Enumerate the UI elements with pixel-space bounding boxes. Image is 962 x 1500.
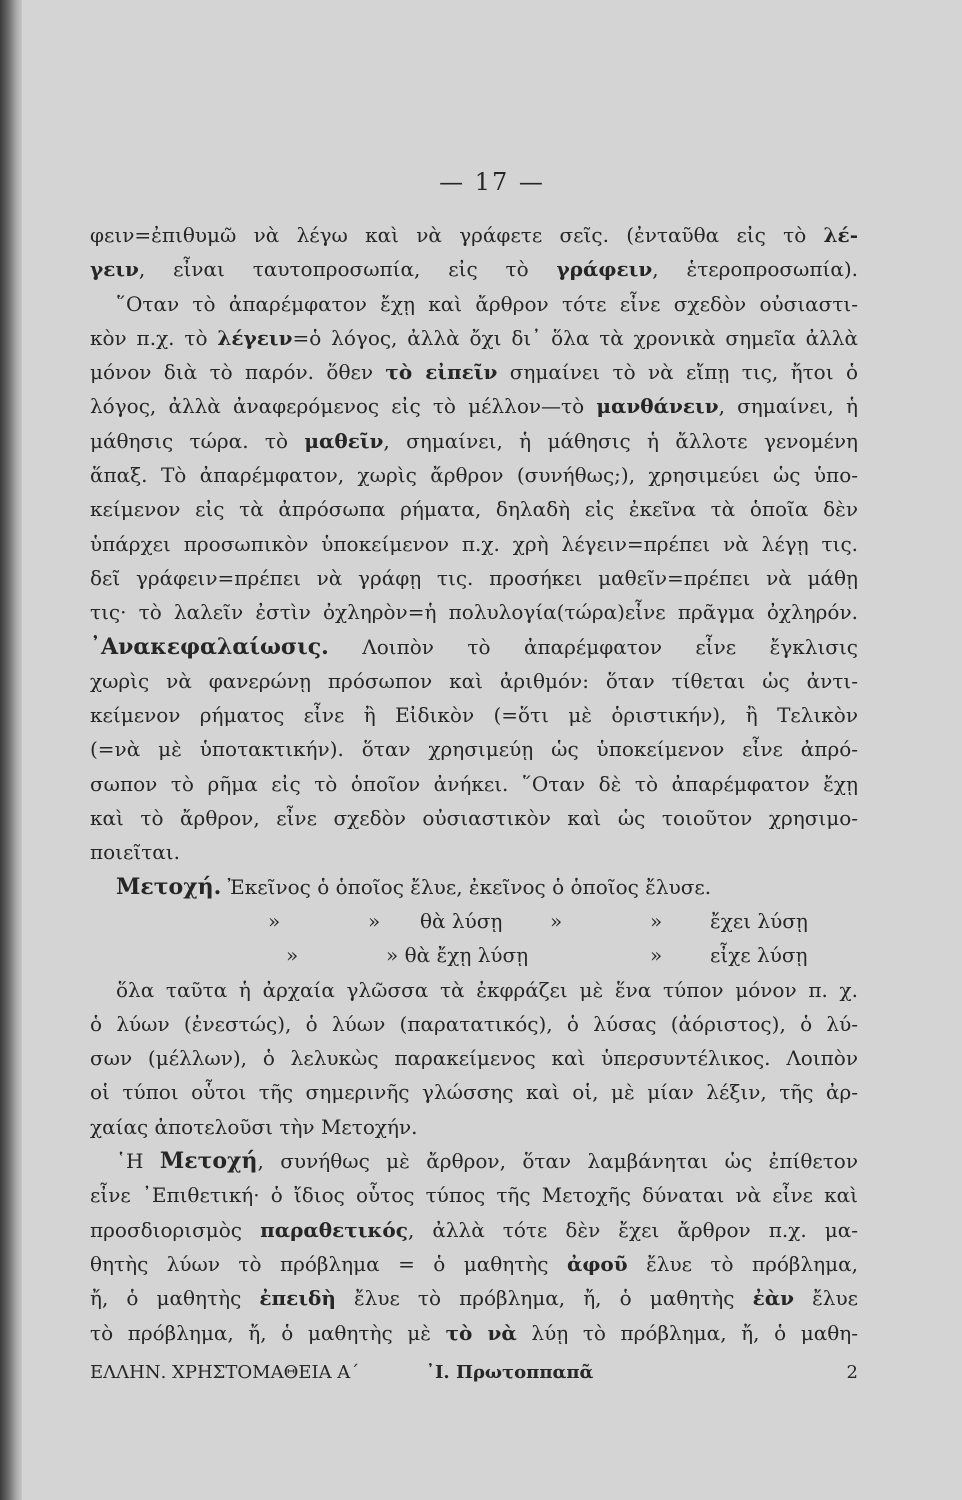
text-line <box>90 732 858 766</box>
text-line <box>90 1281 858 1315</box>
footer-signature-mark: 2 <box>846 1362 858 1383</box>
footer-book-title: ΕΛΛΗΝ. ΧΡΗΣΤΟΜΑΘΕΙΑ Α´ <box>90 1362 360 1383</box>
text-run: ποιεῖται. <box>90 840 180 865</box>
text-line <box>90 492 858 526</box>
text-run: ἔλυε τὸ πρόβλημα, ἤ, ὁ μαθητὴς <box>335 1286 753 1311</box>
text-run: , εἶναι ταυτοπροσωπία, εἰς τὸ <box>138 257 557 282</box>
bold-term: γειν <box>90 257 139 282</box>
text-line <box>90 698 858 732</box>
table-cell: » <box>286 943 299 968</box>
bold-term: ἀφοῦ <box>566 1251 628 1276</box>
text-run: χωρὶς νὰ φανερώνῃ πρόσωπον καὶ ἀριθμόν: ὅταν τίθεται ὡς ἀντι- <box>90 668 858 693</box>
table-cell: ἔχει λύσῃ <box>710 908 808 933</box>
table-cell: » θὰ ἔχῃ λύσῃ <box>386 943 529 968</box>
text-run: χαίας ἀποτελοῦσι τὴν Μετοχήν. <box>90 1114 418 1139</box>
table-cell: » <box>650 908 663 933</box>
text-run: ὁ λύων (ἐνεστώς), ὁ λύων (παρατατικός), ὁ λύσας (ἀόριστος), ὁ λύ- <box>90 1011 858 1036</box>
text-run: ἔλυε τὸ πρόβλημα, <box>627 1251 858 1276</box>
bold-term: ἐπειδὴ <box>259 1286 336 1311</box>
text-run: δεῖ γράφειν=πρέπει νὰ γράφῃ τις. προσήκει μαθεῖν=πρέπει νὰ μάθῃ <box>90 565 858 590</box>
bold-term: τὸ εἰπεῖν <box>385 360 498 385</box>
text-run: σημαίνει τὸ νὰ εἴπῃ τις, ἤτοι ὁ <box>497 360 858 385</box>
text-run: τις· τὸ λαλεῖν ἐστὶν ὀχληρὸν=ἡ πολυλογία(τώρα)εἶνε πρᾶγμα ὀχληρόν. <box>90 600 858 625</box>
text-run: , σημαίνει, ἡ <box>718 394 858 419</box>
text-line <box>90 1247 858 1281</box>
text-line <box>90 389 858 423</box>
page-footer <box>90 1358 858 1388</box>
bold-term: γράφειν <box>556 257 653 282</box>
text-run: λύῃ τὸ πρόβλημα, ἤ, ὁ μαθη- <box>516 1320 858 1345</box>
text-line <box>90 630 858 664</box>
text-line <box>90 218 858 252</box>
table-cell: θὰ λύσῃ <box>420 908 503 933</box>
bold-term: μαθεῖν <box>304 428 384 453</box>
text-run: ἤ, ὁ μαθητὴς <box>90 1286 260 1311</box>
text-line <box>90 1178 858 1212</box>
bold-term: μανθάνειν <box>596 394 719 419</box>
text-line <box>90 973 858 1007</box>
text-line <box>90 287 858 321</box>
text-run: σων (μέλλων), ὁ λελυκὼς παρακείμενος καὶ ὑπερσυντέλικος. Λοιπὸν <box>90 1046 858 1071</box>
table-cell: » <box>650 943 663 968</box>
text-run: προσδιορισμὸς <box>90 1217 261 1242</box>
text-line <box>90 252 858 286</box>
text-line <box>90 767 858 801</box>
text-line <box>90 904 858 938</box>
text-run: ῞Οταν τὸ ἀπαρέμφατον ἔχῃ καὶ ἄρθρον τότε εἶνε σχεδὸν οὐσιαστι- <box>116 291 858 316</box>
section-heading: ᾿Ανακεφαλαίωσις. <box>90 633 329 660</box>
bold-term: λέγειν <box>217 325 293 350</box>
table-cell: » <box>268 908 281 933</box>
text-line <box>90 1041 858 1075</box>
text-run: τὸ πρόβλημα, ἤ, ὁ μαθητὴς μὲ <box>90 1320 446 1345</box>
text-run: ἅπαξ. Τὸ ἀπαρέμφατον, χωρὶς ἄρθρον (συνήθως;), χρησιμεύει ὡς ὑπο- <box>90 463 858 488</box>
text-run: κείμενον ρήματος εἶνε ἢ Εἰδικὸν (=ὅτι μὲ ὁριστικήν), ἢ Τελικὸν <box>90 703 858 728</box>
text-run: , ἀλλὰ τότε δὲν ἔχει ἄρθρον π.χ. μα- <box>407 1217 858 1242</box>
text-line <box>90 595 858 629</box>
section-heading: Μετοχή <box>159 1148 258 1175</box>
text-run: θητὴς λύων τὸ πρόβλημα = ὁ μαθητὴς <box>90 1251 567 1276</box>
text-run: , ἑτεροπροσωπία). <box>652 257 858 282</box>
bold-term: λέ- <box>823 223 858 247</box>
text-run: =ὁ λόγος, ἀλλὰ ὄχι δι᾽ ὅλα τὰ χρονικὰ σημεῖα ἀλλὰ <box>292 325 858 350</box>
text-run: ὅλα ταῦτα ἡ ἀρχαία γλῶσσα τὰ ἐκφράζει μὲ ἕνα τύπον μόνον π. χ. <box>116 977 858 1002</box>
table-cell: » <box>368 908 381 933</box>
text-line <box>90 1144 858 1178</box>
text-run: λόγος, ἀλλὰ ἀναφερόμενος εἰς τὸ μέλλον—τὸ <box>90 394 597 419</box>
text-line <box>90 527 858 561</box>
text-run: ἔλυε <box>794 1286 858 1311</box>
text-run: σωπον τὸ ρῆμα εἰς τὸ ὁποῖον ἀνήκει. ῞Οταν δὲ τὸ ἀπαρέμφατον ἔχῃ <box>90 771 858 796</box>
bold-term: ἐὰν <box>752 1286 794 1311</box>
text-line <box>90 664 858 698</box>
text-line <box>90 835 858 869</box>
text-run: φειν=ἐπιθυμῶ νὰ λέγω καὶ νὰ γράφετε σεῖς. (ἐνταῦθα εἰς τὸ <box>90 223 824 247</box>
text-line <box>90 1075 858 1109</box>
bold-term: τὸ νὰ <box>445 1320 517 1345</box>
table-cell: » <box>550 908 563 933</box>
text-run: μόνον διὰ τὸ παρόν. ὅθεν <box>90 360 386 385</box>
text-line <box>90 561 858 595</box>
text-line <box>90 1110 858 1144</box>
text-run: (=νὰ μὲ ὑποτακτικήν). ὅταν χρησιμεύῃ ὡς ὑποκείμενον εἶνε ἀπρό- <box>90 737 858 762</box>
text-run: Ἐκεῖνος ὁ ὁποῖος ἔλυε, ἐκεῖνος ὁ ὁποῖος ἔλυσε. <box>221 874 712 899</box>
text-run: εἶνε ᾿Επιθετική· ὁ ἴδιος οὗτος τύπος τῆς Μετοχῆς δύναται νὰ εἶνε καὶ <box>90 1183 858 1208</box>
text-run: , σημαίνει, ἡ μάθησις ἡ ἄλλοτε γενομένη <box>383 428 858 453</box>
text-run: καὶ τὸ ἄρθρον, εἶνε σχεδὸν οὐσιαστικὸν καὶ ὡς τοιοῦτον χρησιμο- <box>90 806 858 831</box>
text-line <box>90 870 858 904</box>
body-text <box>90 218 858 1350</box>
text-line <box>90 355 858 389</box>
text-run: κὸν π.χ. τὸ <box>90 325 218 350</box>
book-page <box>22 0 962 1500</box>
text-run: Λοιπὸν τὸ ἀπαρέμφατον εἶνε ἔγκλισις <box>328 634 858 659</box>
text-line <box>90 1007 858 1041</box>
bold-term: παραθετικός <box>260 1217 408 1242</box>
binding-edge <box>0 0 22 1500</box>
text-line <box>90 458 858 492</box>
page-number: — 17 — <box>439 168 545 196</box>
text-line <box>90 801 858 835</box>
text-run: ῾Η <box>116 1149 160 1174</box>
text-run: , συνήθως μὲ ἄρθρον, ὅταν λαμβάνηται ὡς ἐπίθετον <box>257 1149 858 1174</box>
text-run: μάθησις τώρα. τὸ <box>90 428 305 453</box>
text-run: οἱ τύποι οὗτοι τῆς σημερινῆς γλώσσης καὶ οἱ, μὲ μίαν λέξιν, τῆς ἀρ- <box>90 1080 858 1105</box>
text-run: ὑπάρχει προσωπικὸν ὑποκείμενον π.χ. χρὴ λέγειν=πρέπει νὰ λέγῃ τις. <box>90 531 858 556</box>
text-line <box>90 424 858 458</box>
text-line <box>90 1213 858 1247</box>
section-heading: Μετοχή. <box>116 873 222 900</box>
footer-author: ᾿Ι. Πρωτοππαπᾶ <box>426 1362 594 1383</box>
text-line <box>90 321 858 355</box>
table-cell: εἶχε λύσῃ <box>710 943 808 968</box>
text-line <box>90 938 858 972</box>
text-line <box>90 1316 858 1350</box>
text-run: κείμενον εἰς τὰ ἀπρόσωπα ρήματα, δηλαδὴ εἰς ἐκεῖνα τὰ ὁποῖα δὲν <box>90 497 858 522</box>
